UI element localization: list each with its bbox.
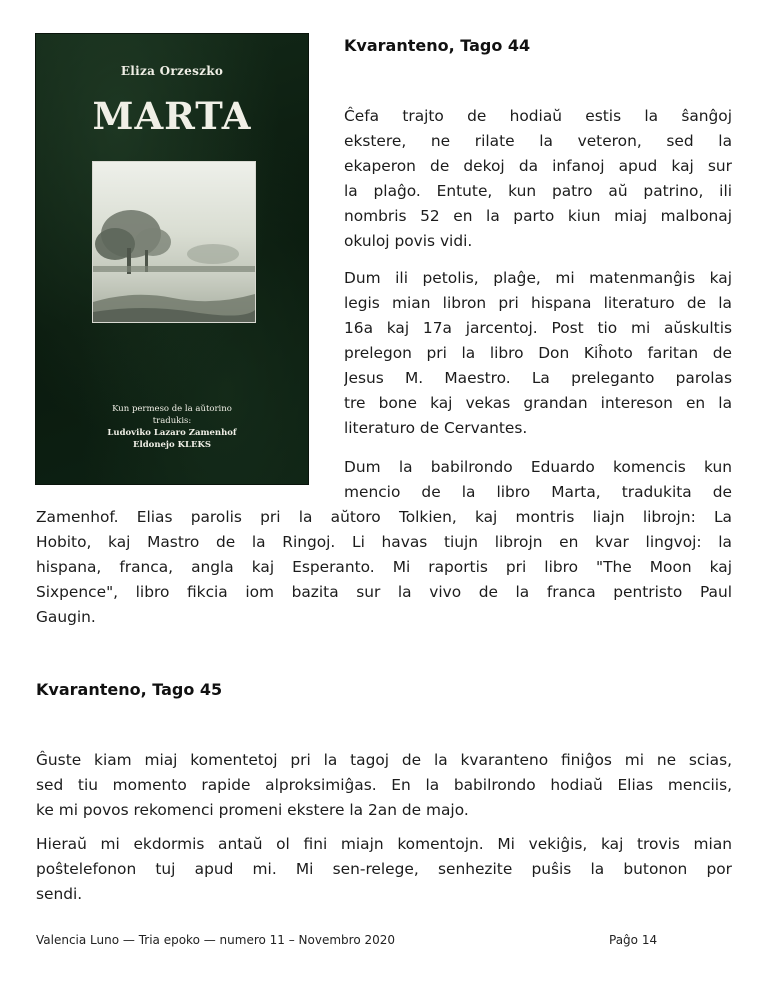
cover-title: MARTA xyxy=(92,94,252,138)
text-line: sendi. xyxy=(36,885,83,903)
text-line: tre bone kaj vekas grandan intereson en la xyxy=(344,394,732,412)
text-line: ekstere, ne rilate la veteron, sed la xyxy=(344,132,732,150)
paragraph-44-3-top xyxy=(344,455,732,505)
text-line: Hieraŭ mi ekdormis antaŭ ol fini miajn komentojn. Mi vekiĝis, kaj trovis mian xyxy=(36,835,732,853)
text-line: Sixpence", libro fikcia iom bazita sur la vivo de la franca pentristo Paul xyxy=(36,583,732,601)
text-line: Ĝuste kiam miaj komentetoj pri la tagoj de la kvaranteno finiĝos mi ne scias, xyxy=(36,751,732,769)
cover-photo xyxy=(92,161,256,323)
misty-landscape-illustration xyxy=(93,162,255,322)
text-line: Jesus M. Maestro. La preleganto parolas xyxy=(344,369,732,387)
text-line: ke mi povos rekomenci promeni ekstere la 2an de majo. xyxy=(36,801,469,819)
cover-credit-translator: Ludoviko Lazaro Zamenhof xyxy=(107,428,237,438)
text-line: legis mian libron pri hispana literaturo de la xyxy=(344,294,732,312)
text-line: 16a kaj 17a jarcentoj. Post tio mi aŭskultis xyxy=(344,319,732,337)
text-line: nombris 52 en la parto kiun miaj malbonaj xyxy=(344,207,732,225)
text-line: okuloj povis vidi. xyxy=(344,232,473,250)
paragraph-45-1 xyxy=(36,748,732,823)
text-line: mencio de la libro Marta, tradukita de xyxy=(344,483,732,501)
footer-page-number: Paĝo 14 xyxy=(609,933,658,947)
paragraph-44-3-bottom xyxy=(36,505,732,630)
cover-credit-translated: tradukis: xyxy=(152,416,192,426)
paragraph-44-1 xyxy=(344,104,732,254)
text-line: hispana, franca, angla kaj Esperanto. Mi raportis pri libro "The Moon kaj xyxy=(36,558,732,576)
paragraph-45-2 xyxy=(36,832,732,907)
section-heading-day-44: Kvaranteno, Tago 44 xyxy=(344,36,531,55)
text-line: ekaperon de dekoj da infanoj apud kaj sur xyxy=(344,157,732,175)
text-line: Dum ili petolis, plaĝe, mi matenmanĝis kaj xyxy=(344,269,732,287)
text-line: Zamenhof. Elias parolis pri la aŭtoro Tolkien, kaj montris liajn librojn: La xyxy=(36,508,732,526)
cover-credit-permission: Kun permeso de la aŭtorino xyxy=(112,404,232,414)
footer-publication: Valencia Luno — Tria epoko — numero 11 – Novembro 2020 xyxy=(36,933,396,947)
text-line: la plaĝo. Entute, kun patro aŭ patrino, ili xyxy=(344,182,732,200)
book-cover-image xyxy=(36,34,308,484)
text-line: literaturo de Cervantes. xyxy=(344,419,528,437)
text-line: Dum la babilrondo Eduardo komencis kun xyxy=(344,458,732,476)
text-line: poŝtelefonon tuj apud mi. Mi sen-relege, senhezite puŝis la butonon por xyxy=(36,860,732,878)
text-line: Gaugin. xyxy=(36,608,96,626)
text-line: prelegon pri la libro Don Kiĥoto faritan de xyxy=(344,344,732,362)
cover-credit-publisher: Eldonejo KLEKS xyxy=(133,440,211,450)
cover-credits xyxy=(36,403,308,451)
text-line: sed tiu momento rapide alproksimiĝas. En la babilrondo hodiaŭ Elias menciis, xyxy=(36,776,732,794)
cover-author: Eliza Orzeszko xyxy=(120,64,224,78)
section-heading-day-45: Kvaranteno, Tago 45 xyxy=(36,680,223,699)
text-line: Ĉefa trajto de hodiaŭ estis la ŝanĝoj xyxy=(344,107,732,125)
text-line: Hobito, kaj Mastro de la Ringoj. Li havas tiujn librojn en kvar lingvoj: la xyxy=(36,533,732,551)
paragraph-44-2 xyxy=(344,266,732,441)
